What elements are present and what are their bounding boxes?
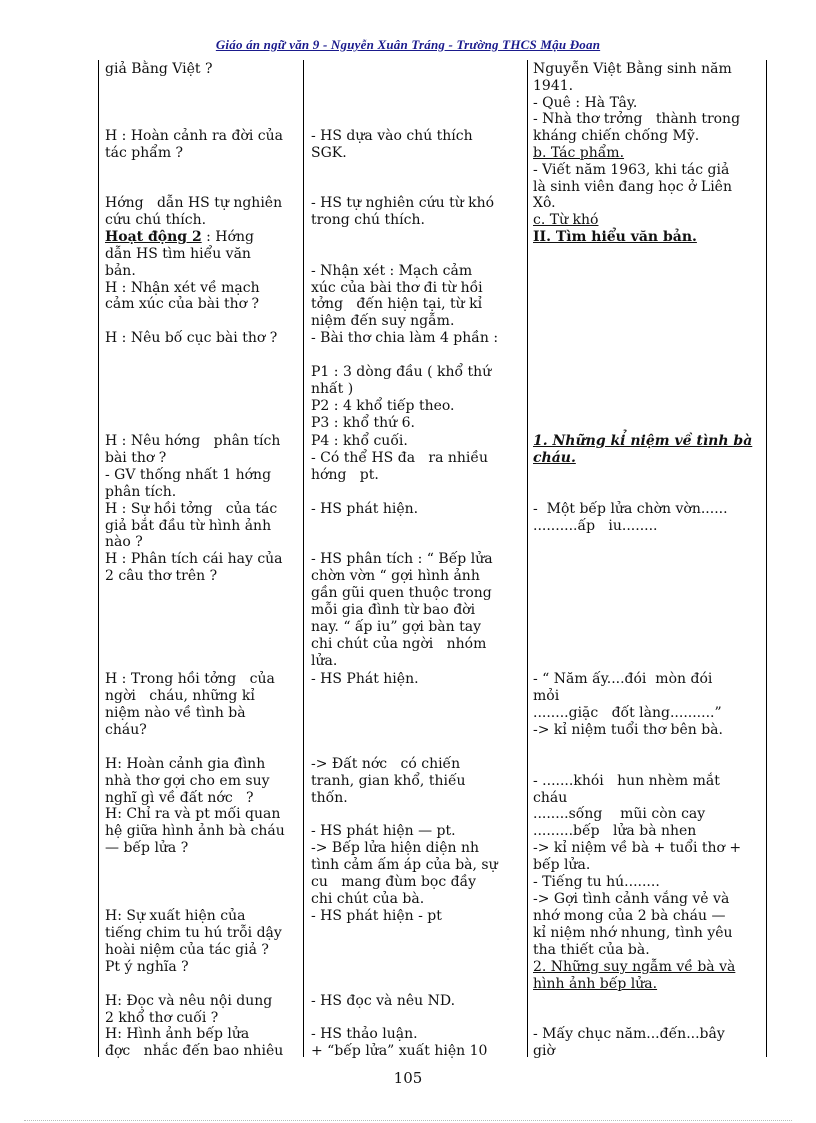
- section-heading: hình ảnh bếp lửa.: [533, 976, 658, 992]
- subheading: c. Từ khó: [533, 212, 599, 228]
- text-line: nhớ mong của 2 bà cháu —: [533, 908, 726, 924]
- table-border-right: [766, 60, 767, 1057]
- text-line: hớng pt.: [311, 467, 379, 483]
- text-line: nhất ): [311, 381, 354, 397]
- text-line: ........sống mũi còn cay: [533, 806, 706, 822]
- text-line: bản.: [105, 263, 136, 279]
- text-line: kỉ niệm nhớ nhung, tình yêu: [533, 925, 733, 941]
- text-line: P2 : 4 khổ tiếp theo.: [311, 398, 455, 414]
- text-line: P1 : 3 dòng đầu ( khổ thứ: [311, 364, 492, 380]
- text-line: - Viết năm 1963, khi tác giả: [533, 162, 730, 178]
- text-line: nhà thơ gợi cho em suy: [105, 773, 270, 789]
- text-line: - HS tự nghiên cứu từ khó: [311, 195, 495, 211]
- text-line: - HS đọc và nêu ND.: [311, 993, 456, 1009]
- text-line: Nguyễn Việt Bằng sinh năm: [533, 61, 732, 77]
- text-line: mỏi: [533, 688, 560, 704]
- text-line: kháng chiến chống Mỹ.: [533, 128, 700, 144]
- text-line: H : Nhận xét về mạch: [105, 280, 260, 296]
- text-line: dẫn HS tìm hiểu văn: [105, 246, 251, 262]
- text-line: chờn vờn “ gợi hình ảnh: [311, 568, 480, 584]
- text-line: - Nhận xét : Mạch cảm: [311, 263, 473, 279]
- text-line: gần gũi quen thuộc trong: [311, 585, 492, 601]
- text-line: tha thiết của bà.: [533, 942, 650, 958]
- text-line: SGK.: [311, 145, 347, 161]
- activity-rest: : Hớng: [201, 229, 254, 245]
- text-line: -> Đất nớc có chiến: [311, 756, 461, 772]
- text-line: - “ Năm ấy....đói mòn đói: [533, 671, 713, 687]
- text-line: 1941.: [533, 78, 574, 94]
- text-line: nghĩ gì về đất nớc ?: [105, 790, 254, 806]
- table-border-left: [98, 60, 99, 1057]
- text-line: Hớng dẫn HS tự nghiên: [105, 195, 283, 211]
- text-line: - Có thể HS đa ra nhiều: [311, 450, 489, 466]
- section-heading: II. Tìm hiểu văn bản.: [533, 229, 697, 245]
- text-line: - HS phát hiện - pt: [311, 908, 442, 924]
- text-line: tình cảm ấm áp của bà, sự: [311, 857, 498, 873]
- text-line: H: Đọc và nêu nội dung: [105, 993, 273, 1009]
- text-line: H : Hoàn cảnh ra đời của: [105, 128, 283, 144]
- text-line: - HS phát hiện.: [311, 501, 419, 517]
- text-line: -> Bếp lửa hiện diện nh: [311, 840, 479, 856]
- text-line: giả bắt đầu từ hình ảnh: [105, 518, 272, 534]
- text-line: P3 : khổ thứ 6.: [311, 415, 415, 431]
- text-line: bài thơ ?: [105, 450, 167, 466]
- text-line: ngời cháu, những kỉ: [105, 688, 255, 704]
- text-line: H: Chỉ ra và pt mối quan: [105, 806, 281, 822]
- text-line: niệm nào về tình bà: [105, 705, 246, 721]
- text-line: niệm đến suy ngẫm.: [311, 313, 455, 329]
- text-line: H: Hoàn cảnh gia đình: [105, 756, 266, 772]
- text-line: tác phẩm ?: [105, 145, 184, 161]
- text-line: -> kỉ niệm tuổi thơ bên bà.: [533, 722, 723, 738]
- text-line: lửa.: [311, 653, 338, 669]
- text-line: cu mang đùm bọc đầy: [311, 874, 477, 890]
- text-line: H: Hình ảnh bếp lửa: [105, 1026, 250, 1042]
- text-line: - HS Phát hiện.: [311, 671, 419, 687]
- text-line: - .......khói hun nhèm mắt: [533, 773, 720, 789]
- text-line: Pt ý nghĩa ?: [105, 959, 189, 975]
- text-line: tiếng chim tu hú trỗi dậy: [105, 925, 282, 941]
- text-line: - HS dựa vào chú thích: [311, 128, 473, 144]
- text-line: giờ: [533, 1043, 555, 1059]
- page-bottom-divider: [24, 1120, 792, 1121]
- text-line: - Mấy chục năm...đến...bây: [533, 1026, 725, 1042]
- text-line: bếp lửa.: [533, 857, 591, 873]
- text-line: cháu: [533, 790, 568, 806]
- table-divider-2: [527, 60, 528, 1057]
- text-line: H : Nêu hớng phân tích: [105, 433, 281, 449]
- text-line: tranh, gian khổ, thiếu: [311, 773, 466, 789]
- text-line: - HS thảo luận.: [311, 1026, 418, 1042]
- page-header: Giáo án ngữ văn 9 - Nguyễn Xuân Tráng - Trường THCS Mậu Đoan: [215, 37, 601, 52]
- text-line: 2 câu thơ trên ?: [105, 568, 218, 584]
- text-line: -> Gợi tình cảnh vắng vẻ và: [533, 891, 730, 907]
- text-line: ........giặc đốt làng..........”: [533, 705, 722, 721]
- subheading: b. Tác phẩm.: [533, 145, 625, 161]
- text-line: H : Trong hồi tởng của: [105, 671, 275, 687]
- text-line: cháu?: [105, 722, 147, 738]
- text-line: - Một bếp lửa chờn vờn......: [533, 501, 728, 517]
- text-line: hệ giữa hình ảnh bà cháu: [105, 823, 285, 839]
- text-line: cứu chú thích.: [105, 212, 207, 228]
- text-line: trong chú thích.: [311, 212, 425, 228]
- text-line: + “bếp lửa” xuất hiện 10: [311, 1043, 488, 1059]
- text-line: cảm xúc của bài thơ ?: [105, 296, 260, 312]
- text-line: chi chút của ngời nhóm: [311, 636, 487, 652]
- text-line: ..........ấp iu........: [533, 518, 658, 534]
- text-line: P4 : khổ cuối.: [311, 433, 408, 449]
- section-heading: cháu.: [533, 450, 576, 466]
- text-line: là sinh viên đang học ở Liên: [533, 179, 732, 195]
- text-line: - Quê : Hà Tây.: [533, 95, 638, 111]
- text-line: thốn.: [311, 790, 348, 806]
- text-line: chi chút của bà.: [311, 891, 425, 907]
- text-line: tởng đến hiện tại, từ kỉ: [311, 296, 483, 312]
- text-line: .........bếp lửa bà nhen: [533, 823, 697, 839]
- text-line: H : Nêu bố cục bài thơ ?: [105, 330, 278, 346]
- text-line: 2 khổ thơ cuối ?: [105, 1010, 219, 1026]
- text-line: H : Sự hồi tởng của tác: [105, 501, 278, 517]
- page-number: 105: [393, 1069, 423, 1087]
- text-line: - Tiếng tu hú........: [533, 874, 660, 890]
- text-line: mỗi gia đình từ bao đời: [311, 602, 476, 618]
- text-line: giả Bằng Việt ?: [105, 61, 213, 77]
- text-line: nay. “ ấp iu” gợi bàn tay: [311, 619, 481, 635]
- text-line: xúc của bài thơ đi từ hồi: [311, 280, 483, 296]
- text-line: - GV thống nhất 1 hớng: [105, 467, 272, 483]
- text-line: H: Sự xuất hiện của: [105, 908, 246, 924]
- text-line: - Nhà thơ trởng thành trong: [533, 111, 741, 127]
- text-line: - Bài thơ chia làm 4 phần :: [311, 330, 499, 346]
- text-line: phân tích.: [105, 484, 177, 500]
- activity-title: Hoạt động 2: [105, 229, 202, 245]
- text-line: Xô.: [533, 195, 556, 211]
- table-divider-1: [303, 60, 304, 1057]
- text-line: H : Phân tích cái hay của: [105, 551, 283, 567]
- text-line: - HS phát hiện — pt.: [311, 823, 456, 839]
- text-line: hoài niệm của tác giả ?: [105, 942, 269, 958]
- text-line: — bếp lửa ?: [105, 840, 189, 856]
- section-heading: 1. Những kỉ niệm về tình bà: [533, 433, 753, 449]
- section-heading: 2. Những suy ngẫm về bà và: [533, 959, 736, 975]
- activity-heading: [105, 229, 254, 246]
- text-line: - HS phân tích : “ Bếp lửa: [311, 551, 493, 567]
- text-line: -> kỉ niệm về bà + tuổi thơ +: [533, 840, 742, 856]
- text-line: đợc nhắc đến bao nhiêu: [105, 1043, 284, 1059]
- text-line: nào ?: [105, 534, 143, 550]
